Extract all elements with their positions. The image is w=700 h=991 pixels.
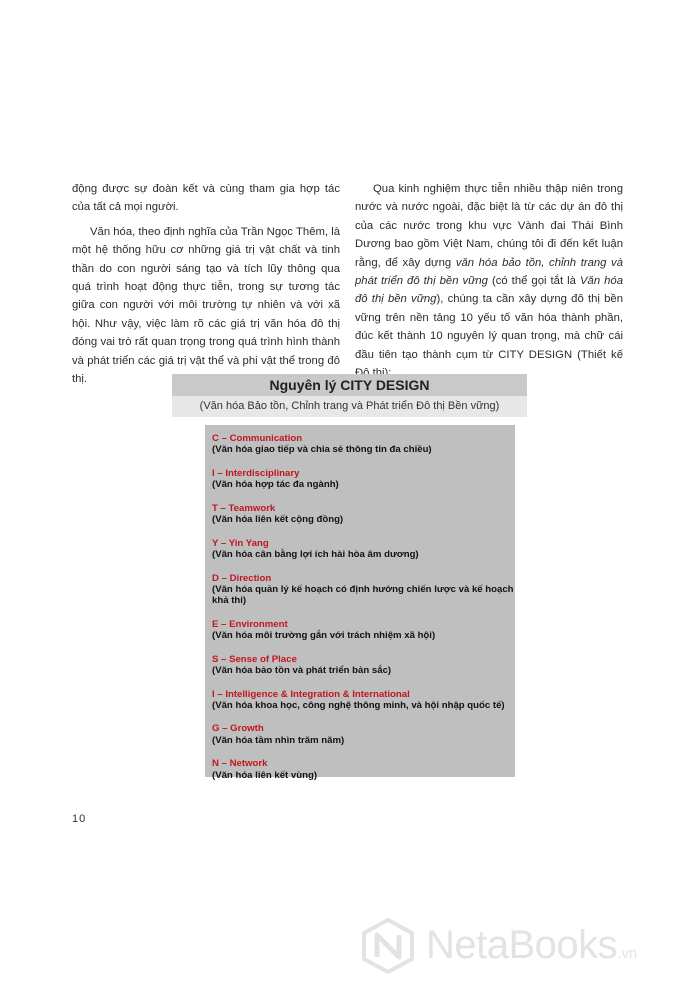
principle-description: (Văn hóa khoa học, công nghệ thông minh, và hội nhập quốc tế) (212, 699, 505, 711)
right-paragraph-text-a: Qua kinh nghiệm thực tiễn nhiều thập niên trong nước và nước ngoài, đặc biệt là từ các dự án đô thị của các nước trong khu vực Vành đai Thái Bình Dương bao gồm Việt Nam, chúng tôi đi đến kết luận rằng, để xây dựng (355, 183, 623, 269)
principle-heading: C – Communication (212, 433, 303, 444)
principle-heading: Y – Yin Yang (212, 537, 269, 549)
page-number: 10 (72, 813, 87, 825)
list-item (212, 503, 515, 525)
principle-heading: I – Interdisciplinary (212, 467, 300, 479)
list-item (212, 573, 515, 607)
list-item (212, 689, 515, 711)
watermark-brand (426, 921, 637, 978)
principle-heading: T – Teamwork (212, 502, 276, 514)
principle-description: (Văn hóa môi trường gắn với trách nhiệm xã hội) (212, 629, 436, 641)
left-paragraph-1: động được sự đoàn kết và cùng tham gia hợp tác của tất cả mọi người. (72, 183, 340, 214)
right-paragraph-1 (355, 180, 623, 382)
principle-description: (Văn hóa bảo tồn và phát triển bản sắc) (212, 664, 392, 676)
list-item (212, 619, 515, 641)
principle-heading: E – Environment (212, 618, 288, 630)
principle-description: (Văn hóa tầm nhìn trăm năm) (212, 734, 345, 746)
right-paragraph-italic-1: văn hóa bảo tồn, chỉnh trang và phát triển đô thị bền vững (355, 256, 623, 288)
principle-description: (Văn hóa liên kết cộng đồng) (212, 514, 344, 526)
city-design-subtitle: (Văn hóa Bảo tồn, Chỉnh trang và Phát triển Đô thị Bền vững) (172, 396, 527, 417)
principle-heading: D – Direction (212, 572, 272, 584)
watermark (360, 917, 690, 977)
right-paragraph-text-c: ), chúng ta cần xây dựng đô thị bền vững trên nền tảng 10 yếu tố văn hóa thành phần, đúc kết thành 10 nguyên lý quan trọng, mà chữ cái đầu tiên tạo thành cụm từ CITY DESIGN (Thiết kế (355, 293, 623, 361)
right-paragraph-italic-2: Văn hóa đô thị bền vững (355, 275, 623, 306)
left-column (72, 180, 340, 394)
netabooks-logo-icon (360, 917, 416, 975)
principle-heading: N – Network (212, 758, 268, 770)
watermark-brand-name: NetaBooks (426, 923, 618, 967)
principle-description: (Văn hóa liên kết vùng) (212, 769, 318, 781)
list-item (212, 433, 515, 455)
list-item (212, 654, 515, 676)
list-item (212, 538, 515, 560)
list-item (212, 723, 515, 745)
list-item (212, 758, 515, 780)
principle-heading: I – Intelligence & Integration & International (212, 688, 410, 700)
principle-description: (Văn hóa quản lý kế hoạch có định hướng chiến lược và kế hoạch khả thi) (212, 583, 514, 607)
principle-description: (Văn hóa hợp tác đa ngành) (212, 479, 339, 491)
city-design-title: Nguyên lý CITY DESIGN (172, 374, 527, 396)
right-paragraph-text-b: (có thể gọi tắt là (487, 275, 580, 288)
watermark-domain-suffix: .vn (617, 945, 638, 962)
list-item (212, 468, 515, 490)
principle-description: (Văn hóa giao tiếp và chia sẻ thông tin đa chiều) (212, 444, 432, 456)
left-paragraph-2: Văn hóa, theo định nghĩa của Trần Ngọc Thêm, là một hệ thống hữu cơ những giá trị vật chất và tinh thần do con người sáng tạo và tích lũy thông qua quá trình hoạt động thực tiễn, trong sự tương tác giữa con người với môi trường tự nhiên và với xã hội. Như vậy, việc làm rõ các giá trị văn hóa đô thị đóng vai trò rất quan trọng trong quá trình hình thành và phát triển các giá trị vật thể và phi vật thể trong đô thị. (72, 225, 340, 386)
right-column (355, 180, 623, 388)
principle-description: (Văn hóa cân bằng lợi ích hài hòa âm dương) (212, 548, 419, 560)
principles-list (205, 425, 515, 781)
principle-heading: S – Sense of Place (212, 653, 297, 665)
principle-heading: G – Growth (212, 723, 264, 735)
